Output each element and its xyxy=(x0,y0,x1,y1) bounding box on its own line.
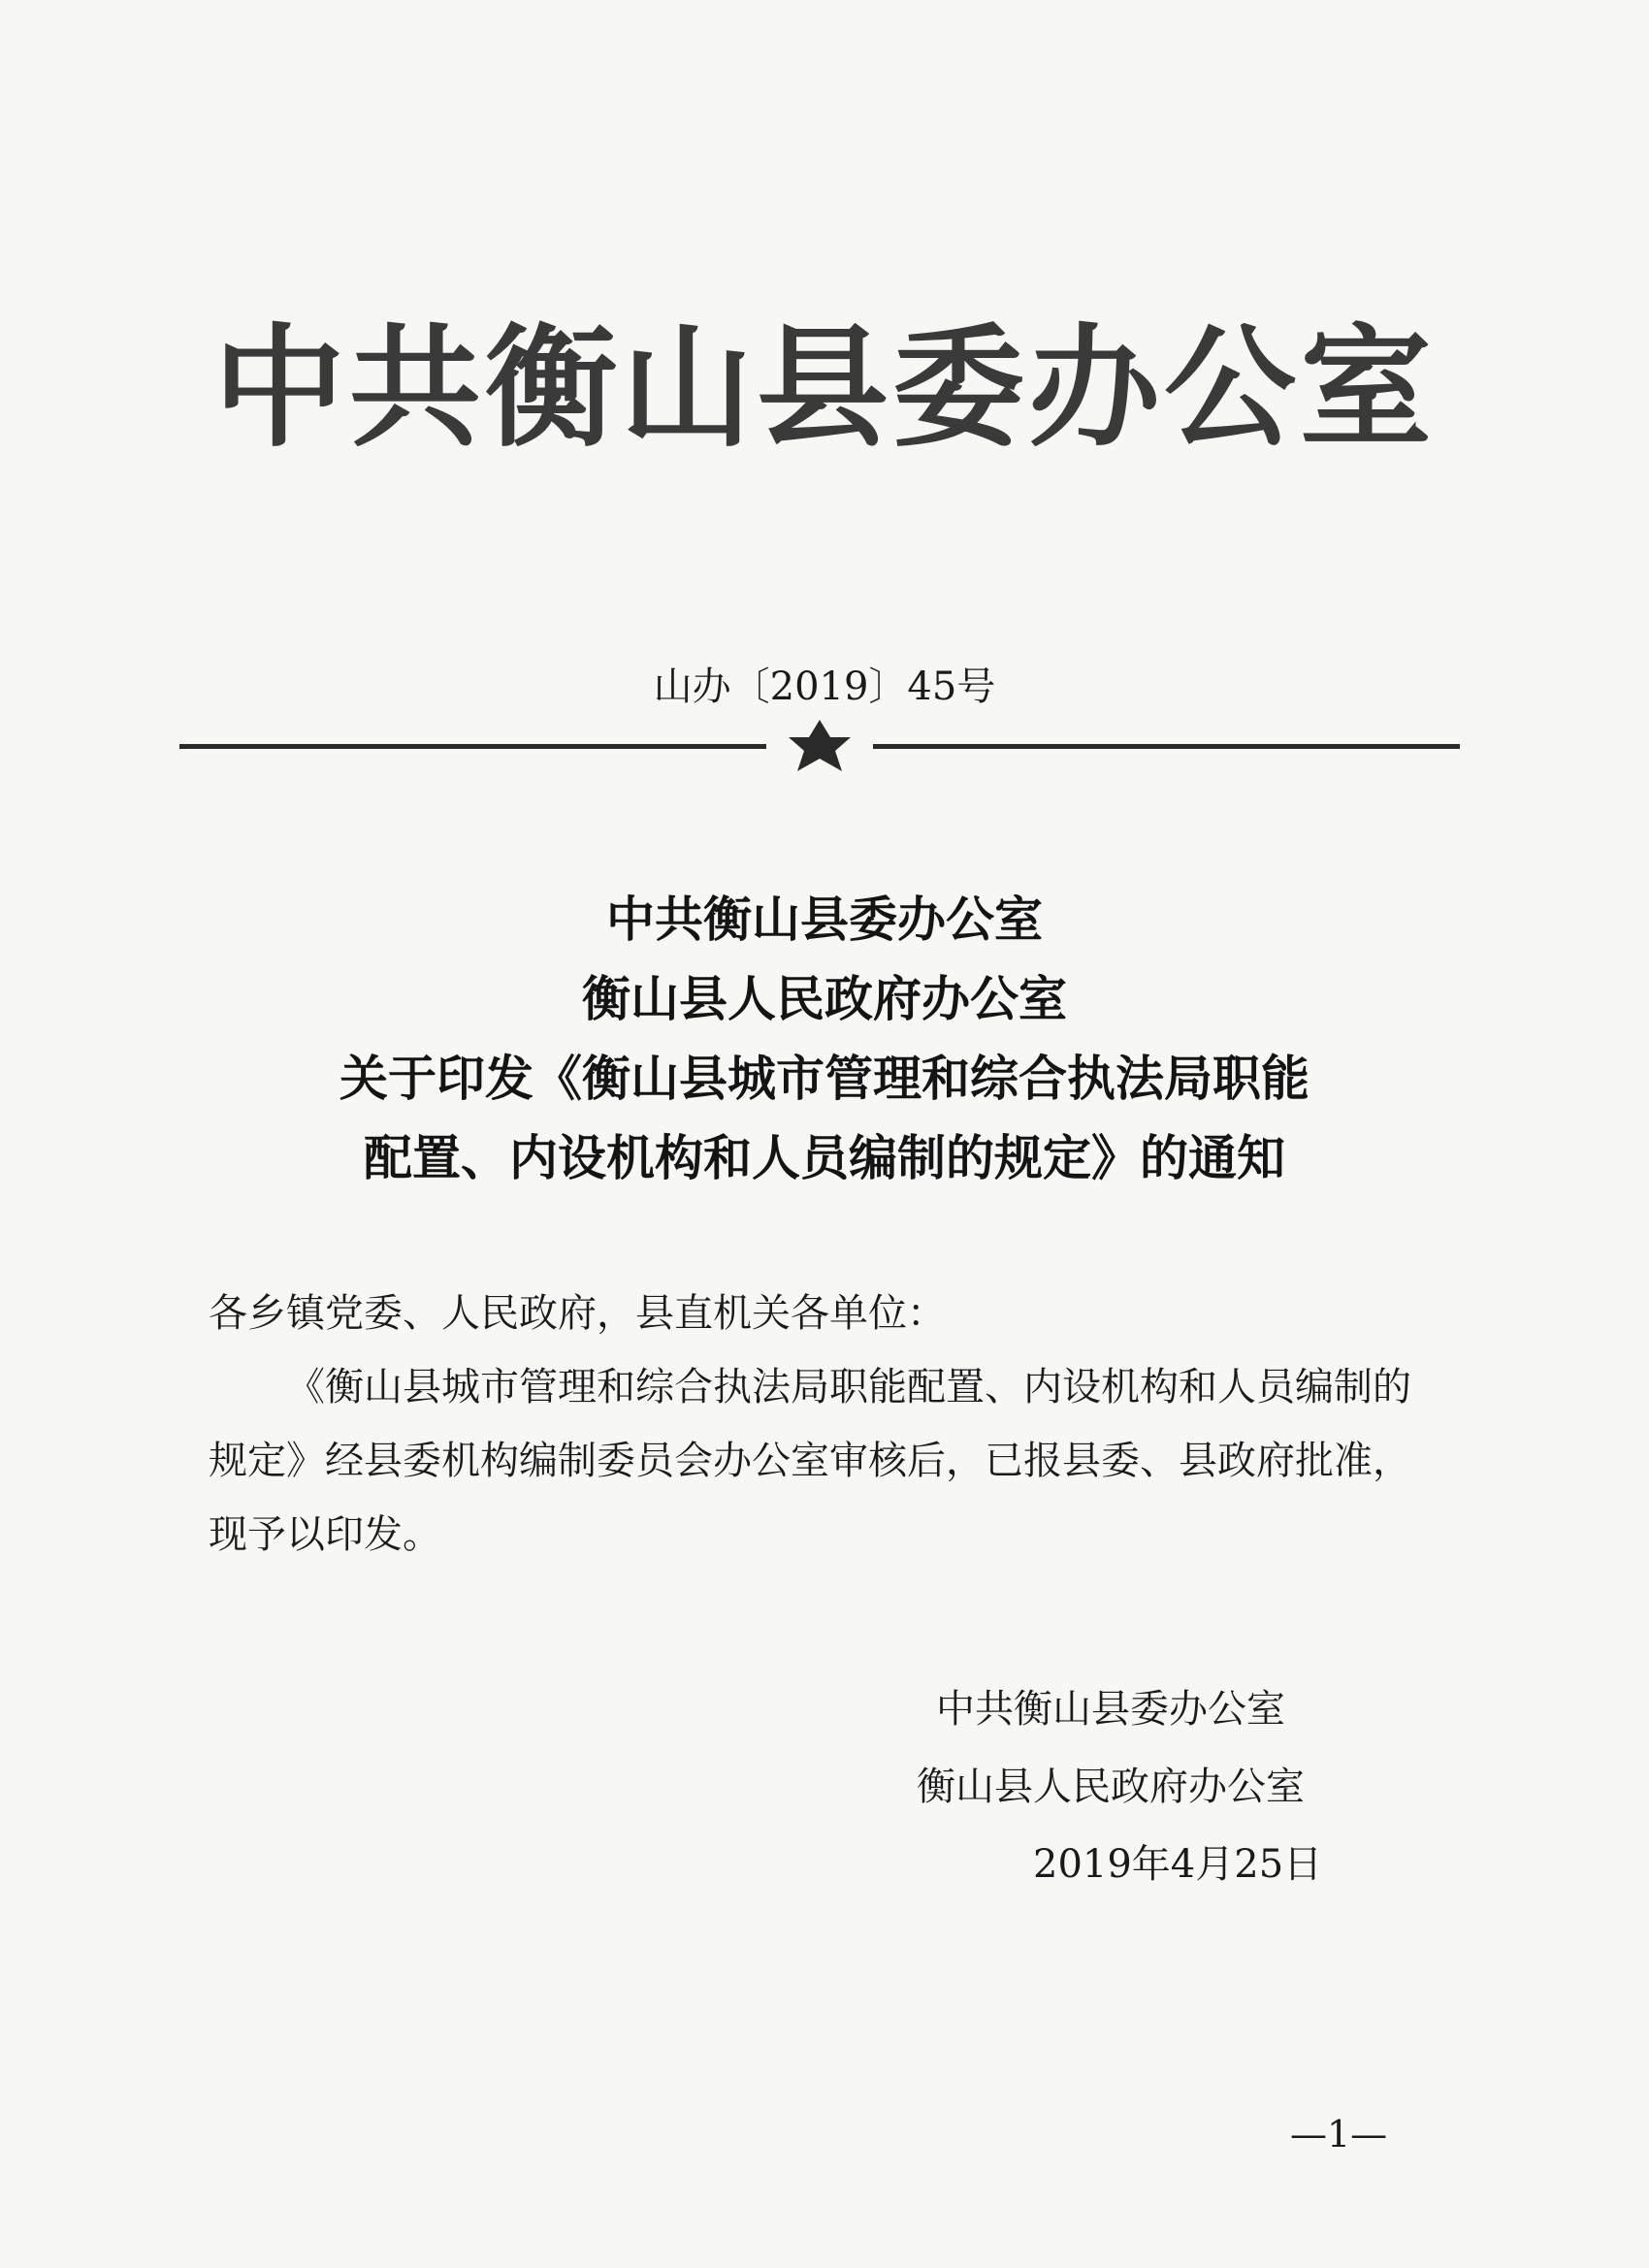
body-paragraph: 《衡山县城市管理和综合执法局职能配置、内设机构和人员编制的规定》经县委机构编制委员会办公室审核后，已报县委、县政府批准，现予以印发。 xyxy=(209,1365,1411,1557)
red-divider-line xyxy=(179,718,1460,776)
title-line-4: 配置、内设机构和人员编制的规定》的通知 xyxy=(364,1130,1285,1186)
signature-org-1: 中共衡山县委办公室 xyxy=(936,1687,1285,1732)
letterhead-org-name: 中共衡山县委办公室 xyxy=(213,312,1436,466)
star-icon xyxy=(789,720,851,771)
document-number: 山办〔2019〕45号 xyxy=(653,664,996,709)
title-line-1: 中共衡山县委办公室 xyxy=(606,891,1043,948)
title-line-2: 衡山县人民政府办公室 xyxy=(582,971,1067,1027)
recipients: 各乡镇党委、人民政府，县直机关各单位： xyxy=(209,1291,946,1336)
page-number: —1— xyxy=(1290,2113,1388,2155)
signature-date: 2019年4月25日 xyxy=(1033,1842,1323,1887)
title-line-3: 关于印发《衡山县城市管理和综合执法局职能 xyxy=(340,1051,1310,1107)
signature-org-2: 衡山县人民政府办公室 xyxy=(917,1765,1305,1809)
